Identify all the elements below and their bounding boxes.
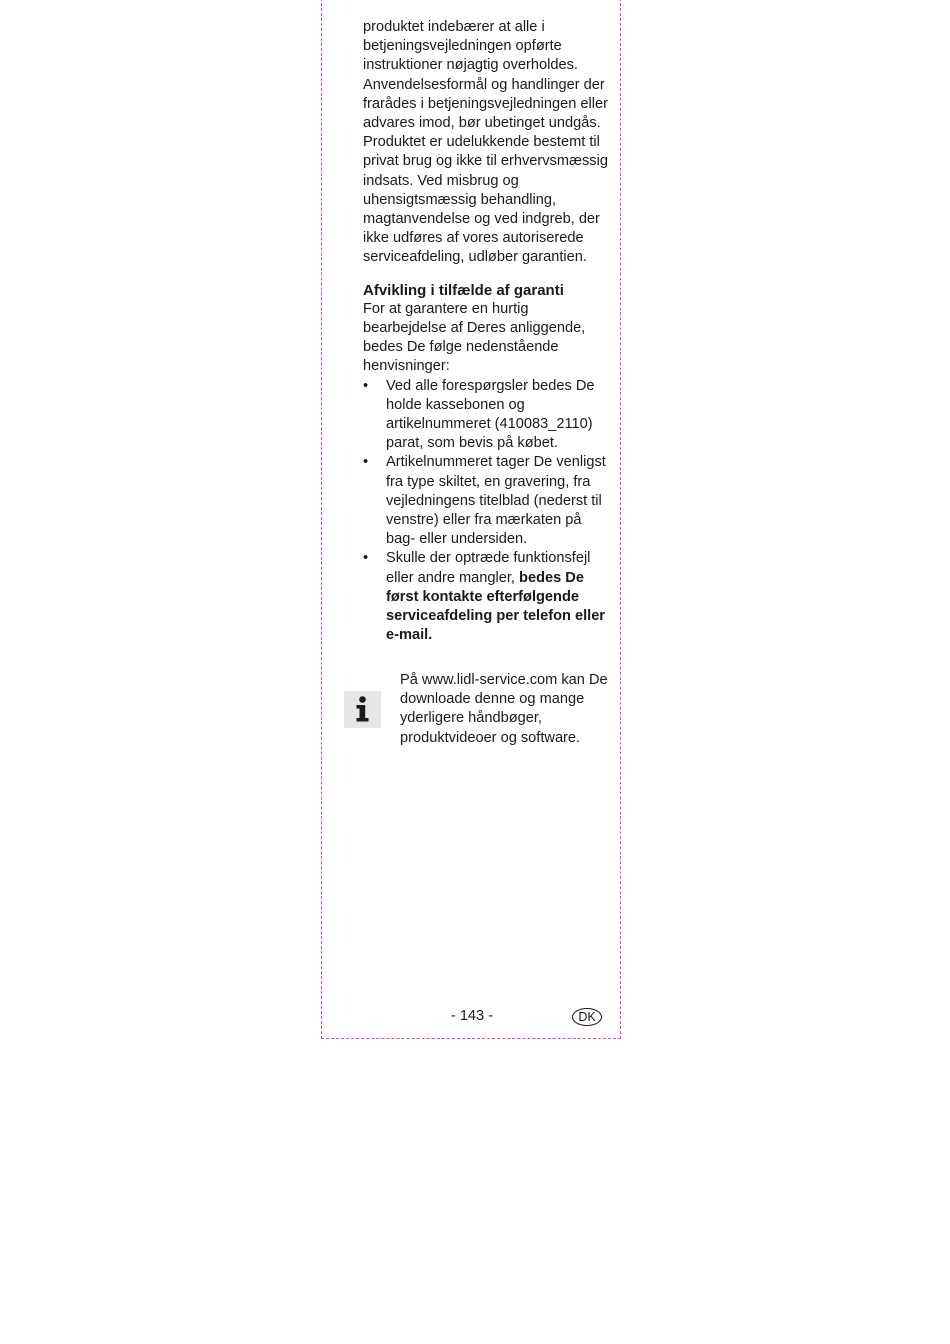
list-item [363,549,608,645]
bullet-symbol: • [363,377,369,394]
list-item-text: Skulle der optræde funktionsfejl eller andre mangler, [386,550,591,586]
instructions-list [363,377,608,646]
bullet-symbol: • [363,454,369,471]
bullet-symbol: • [363,550,369,567]
intro-paragraph: produktet indebærer at alle i betjeningsvejledningen opførte instruktioner nøjagtig overholdes. Anvendelsesformål og handlinger der frarådes i betjeningsvejledningen eller advares imod, bør ubetinget undgås. Produktet er udelukkende bestemt til privat brug og ikke til erhvervsmæssig indsats. Ved misbrug og uhensigtsmæssig behandling, magtanvendelse og ved indgreb, der ikke udføres af vores autoriserede serviceafdeling, udløber garantien. [363,19,609,266]
list-item [363,377,608,454]
list-item-text: Artikelnummeret tager De venligst fra type skiltet, en gravering, fra vejledningens titelblad (nederst til venstre) eller fra mærkaten på bag- eller undersiden. [386,454,606,548]
page-number: - 143 - [450,1008,494,1024]
info-text: På www.lidl-service.com kan De downloade denne og mange yderligere håndbøger, produktvideoer og software. [400,672,608,746]
country-code-badge: DK [572,1008,602,1026]
main-content [363,18,608,646]
list-item-bold-text: bedes De først kontakte efterfølgende serviceafdeling per telefon eller e-mail. [386,569,605,644]
info-icon [344,691,381,728]
list-item-text: Ved alle forespørgsler bedes De holde kassebonen og artikelnummeret (410083_2110) parat, som bevis på købet. [386,377,595,452]
info-block [344,671,614,751]
section-intro: For at garantere en hurtig bearbejdelse af Deres anliggende, bedes De følge nedenstående henvisninger: [363,300,586,375]
section-heading: Afvikling i tilfælde af garanti [363,281,564,299]
list-item [363,453,608,549]
